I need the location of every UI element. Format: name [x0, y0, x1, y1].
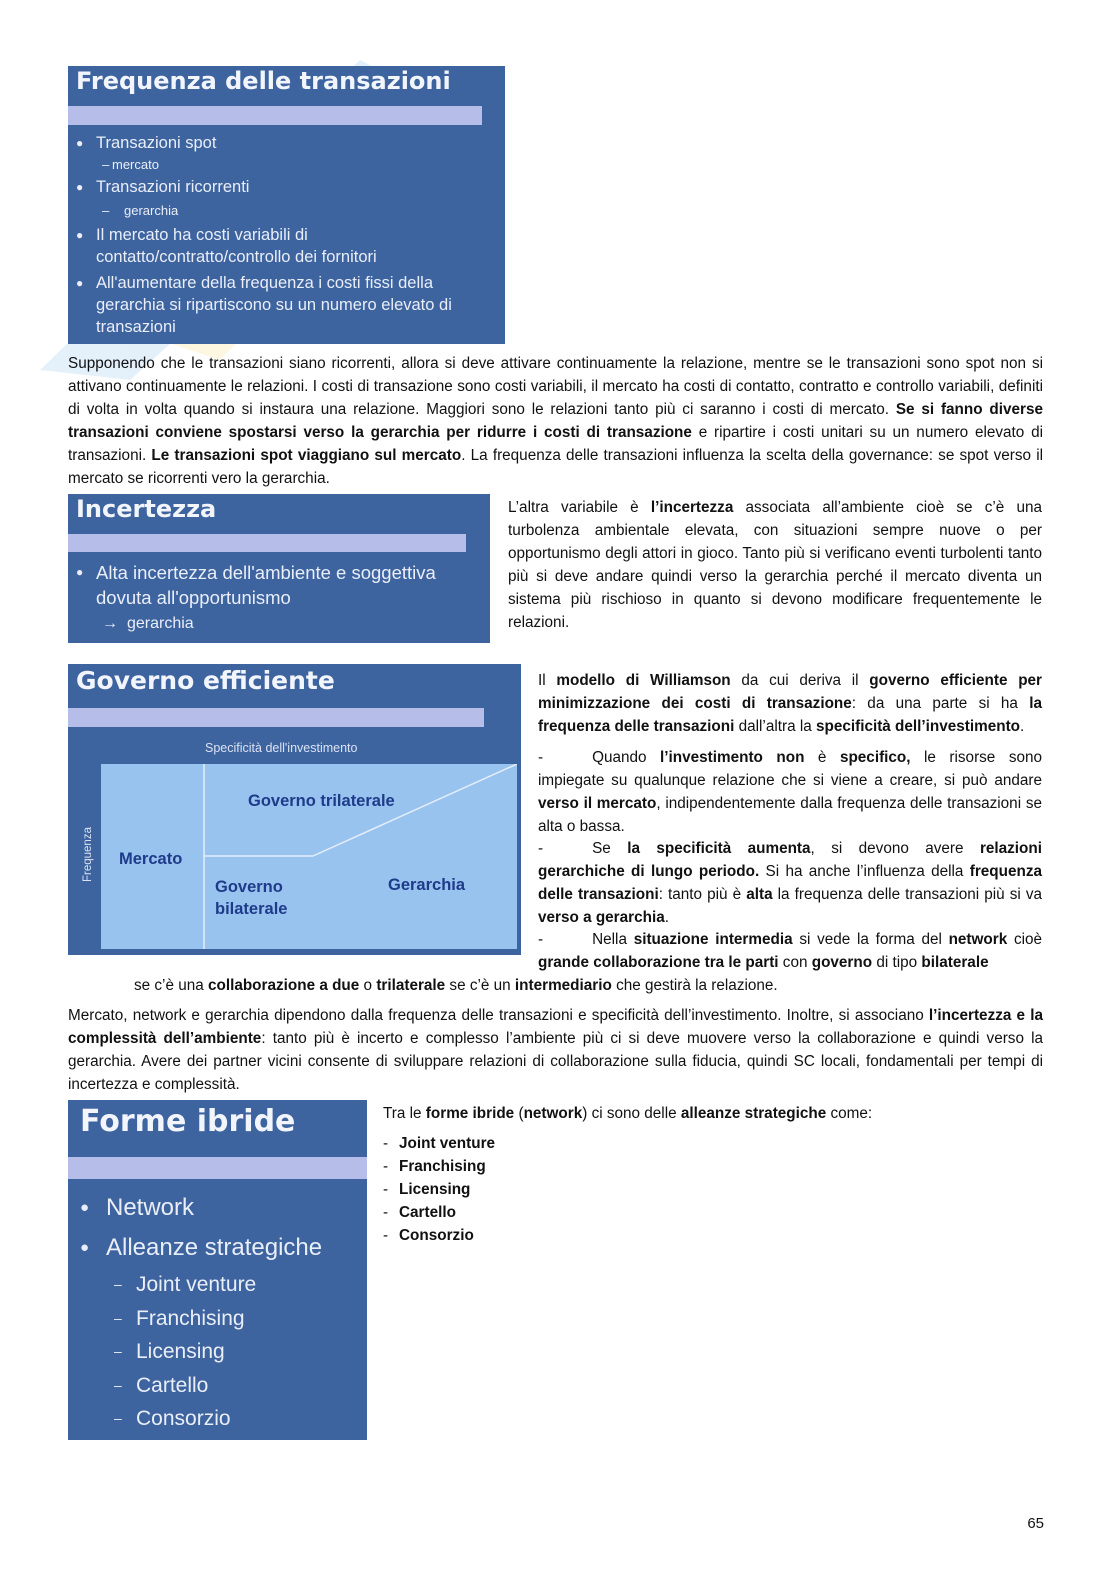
paragraph-williamson: Il modello di Williamson da cui deriva il governo efficiente per minimizzazione dei costi di transazione: da una parte si ha la frequenza delle transazioni dall’altra la specificità dell’investimento.: [538, 672, 1043, 735]
list-item: - Consorzio: [383, 1224, 683, 1247]
paragraph-mercato-network: Mercato, network e gerarchia dipendono dalla frequenza delle transazioni e specificità dell’investimento. Inoltre, si associano l’incertezza e la complessità dell’ambiente: tanto più è incerto e complesso l’ambiente più ci si deve muovere verso la collaborazione e quindi verso la gerarchia. Avere dei partner vicini consente di sviluppare relazioni di collaborazione sulla fiducia, quindi SC locali, fondamentali per tempi di incertezza e complessità.: [68, 1007, 1044, 1093]
x-axis-label: Specificità dell'investimento: [205, 741, 358, 755]
slide-forme-ibride: [68, 1100, 367, 1440]
slide-title: Governo efficiente: [76, 666, 335, 695]
paragraph-frequenza: Supponendo che le transazioni siano ricorrenti, allora si deve attivare continuamente la relazione, mentre se le transazioni sono spot non si attivano continuamente le relazioni. I costi di transazione sono costi variabili, il mercato ha costi di contatto, contratto e controllo variabili, definiti di volta in volta quando si instaura una relazione. Maggiori sono le relazioni tanto più ci saranno i costi di mercato. Se si fanno diverse transazioni conviene spostarsi verso la gerarchia per ridurre i costi di transazione e ripartire i costi unitari su un numero elevato di transazioni. Le transazioni spot viaggiano sul mercato. La frequenza delle transazioni influenza la scelta della governance: se spot verso il mercato se ricorrenti vero la gerarchia.: [68, 355, 1043, 487]
sub-item: – mercato: [102, 157, 159, 172]
bullet-item: ● Il mercato ha costi variabili di contatto/contratto/controllo dei fornitori: [76, 226, 377, 266]
slide-title: Forme ibride: [80, 1104, 296, 1139]
list-item: - Nella situazione intermedia si vede la forma del network cioè grande collaborazione tra le parti con governo di tipo bilaterale: [538, 931, 1043, 971]
alleanze-list: [383, 1132, 683, 1247]
sub-item: – Joint venture: [114, 1273, 257, 1296]
list-item: - Quando l’investimento non è specifico, le risorse sono impiegate su qualunque relazione che si viene a creare, si può andare verso il mercato, indipendentemente dalla frequenza delle transazioni se alta o bassa.: [538, 749, 1042, 835]
paragraph-forme-ibride: Tra le forme ibride (network) ci sono delle alleanze strategiche come:: [383, 1105, 873, 1122]
slide-title: Incertezza: [76, 495, 217, 523]
title-bar: [68, 1157, 367, 1179]
cell-governo-trilaterale: Governo trilaterale: [248, 792, 395, 810]
paragraph-incertezza: L’altra variabile è l’incertezza associata all’ambiente cioè se c’è una turbolenza ambientale elevata, con situazioni sempre nuove o per opportunismo degli attori in gioco. Tanto più si verificano eventi turbolenti tanto più si deve andare quindi verso la gerarchia perché il mercato diventa un sistema più rischioso in quanto si devono modificare frequentemente le relazioni.: [508, 499, 1042, 631]
sub-item: – Cartello: [114, 1373, 209, 1397]
title-bar: [68, 534, 466, 552]
list-item: - Cartello: [383, 1201, 683, 1224]
cell-governo-bilaterale: Governo bilaterale: [215, 878, 288, 918]
cell-gerarchia: Gerarchia: [388, 876, 466, 894]
sub-item: – Franchising: [114, 1306, 245, 1330]
bullet-item: ● All'aumentare della frequenza i costi fissi della gerarchia si ripartiscono su un numero elevato di transazioni: [76, 274, 452, 336]
y-axis-label: Frequenza: [82, 827, 94, 882]
bullet-item: ● Transazioni ricorrenti: [76, 178, 250, 196]
list-item: - Joint venture: [383, 1132, 683, 1155]
slide-frequenza: [68, 66, 505, 344]
arrow-right-icon: →: [102, 615, 118, 632]
list-item: - Se la specificità aumenta, si devono avere relazioni gerarchiche di lungo periodo. Si ha anche l’influenza della frequenza delle transazioni: tanto più è alta la frequenza delle transazioni più si va verso a gerarchia.: [538, 840, 1042, 926]
list-item-continuation: se c’è una collaborazione a due o trilaterale se c’è un intermediario che gestirà la relazione.: [134, 977, 778, 994]
sub-item: – gerarchia: [102, 203, 179, 218]
slide-incertezza: [68, 494, 490, 643]
page-number: 65: [1027, 1515, 1044, 1532]
bullet-item: ● Alta incertezza dell'ambiente e soggettiva dovuta all'opportunismo: [76, 562, 436, 608]
sub-item: → gerarchia: [76, 610, 486, 638]
bullet-item: ● Network: [80, 1194, 195, 1221]
title-bar: [68, 106, 482, 125]
bullet-item: ● Alleanze strategiche: [80, 1234, 323, 1261]
cell-mercato: Mercato: [119, 850, 183, 868]
slide-title: Frequenza delle transazioni: [76, 67, 451, 95]
list-item: - Licensing: [383, 1178, 683, 1201]
sub-item: – Consorzio: [114, 1407, 231, 1430]
title-bar: [68, 708, 484, 727]
list-item: - Franchising: [383, 1155, 683, 1178]
governance-matrix: [101, 764, 517, 949]
slide-governo: [68, 664, 521, 955]
bullet-item: ● Transazioni spot: [76, 134, 217, 152]
sub-item: – Licensing: [114, 1340, 225, 1363]
